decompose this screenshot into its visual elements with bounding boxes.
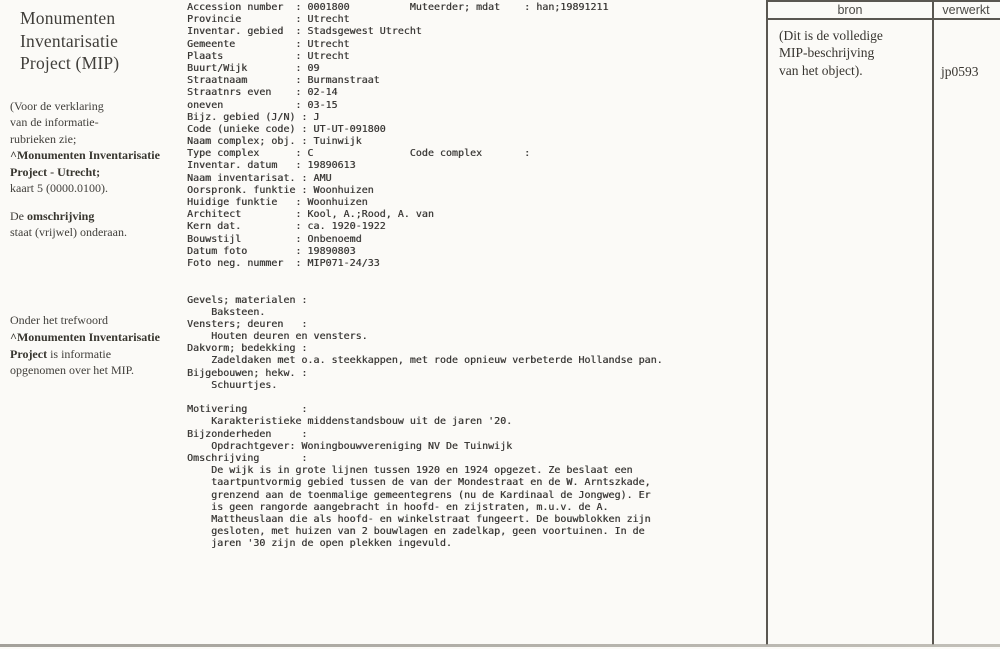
typed-record-block [187,2,663,550]
scan-bottom-edge [0,644,1000,647]
typed-line: is geen rangorde aangebracht in hoofd- en zijstraten, m.u.v. de A. [187,501,609,513]
note3-line4: opgenomen over het MIP. [10,363,134,378]
typed-line: Architect : Kool, A.;Rood, A. van [187,209,434,221]
title-line-3: Project (MIP) [20,53,120,73]
typed-line: Plaats : Utrecht [187,50,350,62]
note3-line1: Onder het trefwoord [10,313,108,327]
note3-line3b: is informatie [47,346,112,361]
title-line-1: Monumenten [20,8,116,28]
typed-line: Huidige funktie : Woonhuizen [187,197,368,208]
typed-line: Oorspronk. funktie : Woonhuizen [187,184,374,196]
typed-line: Zadeldaken met o.a. steekkappen, met rode opnieuw verbeterde Hollandse pan. [187,355,663,367]
typed-line: Accession number : 0001800 Muteerder; mdat : han;19891211 [187,2,609,13]
verwerkt-column-header: verwerkt [942,3,990,17]
typed-line [187,270,663,282]
typed-line: grenzend aan de toenmalige gemeentegrens (nu de Kardinaal de Jongweg). Er [187,489,651,501]
bron-note-line: van het object). [779,62,863,78]
sidebar-note-trefwoord [10,312,160,379]
typed-line: taartpuntvormig gebied tussen de van der Mondestraat en de W. Arntszkade, [187,477,651,489]
typed-line: Provincie : Utrecht [187,14,350,26]
typed-line: Buurt/Wijk : 09 [187,62,320,74]
typed-line: Straatnaam : Burmanstraat [187,75,380,87]
panel-header-underline-rule [766,18,1000,20]
typed-line: Gevels; materialen : [187,294,308,306]
sidebar-note-omschrijving [10,208,127,241]
note1-line6: kaart 5 (0000.0100). [10,181,108,196]
typed-line: Bijz. gebied (J/N) : J [187,111,320,123]
note3-line3a-bold: Project [10,346,48,361]
typed-line: Bouwstijl : Onbenoemd [187,233,362,245]
typed-line: Gemeente : Utrecht [187,38,350,50]
typed-line: Naam complex; obj. : Tuinwijk [187,136,362,148]
note1-line3: rubrieken zie; [10,131,77,146]
page-title [20,7,182,75]
panel-top-rule [766,0,1000,2]
sidebar-note-explanation [10,98,160,196]
typed-line: jaren '30 zijn de open plekken ingevuld. [187,538,452,550]
typed-line: Type complex : C Code complex : [187,148,531,160]
panel-column-divider-rule [932,0,934,645]
typed-line: Schuurtjes. [187,379,278,391]
bron-note-line: MIP-beschrijving [779,45,875,61]
note1-line5-bold: Project - Utrecht; [10,164,101,179]
bron-note-line: (Dit is de volledige [779,28,883,43]
typed-line: Inventar. gebied : Stadsgewest Utrecht [187,26,422,38]
bron-note [779,27,929,79]
typed-line: Baksteen. [187,306,266,318]
typed-line: Karakteristieke middenstandsbouw uit de jaren '20. [187,416,513,428]
typed-line: gesloten, met huizen van 2 bouwlagen en zadelkap, geen voortuinen. In de [187,526,645,538]
title-line-2: Inventarisatie [20,30,119,51]
typed-line: Motivering : [187,404,308,416]
note1-line4-bold: ^Monumenten Inventarisatie [10,148,160,163]
note1-line2: van de informatie- [10,115,99,130]
typed-line [187,392,663,404]
typed-line [187,282,663,294]
note3-line2-bold: ^Monumenten Inventarisatie [10,329,160,344]
note1-line1: (Voor de verklaring [10,99,104,113]
typed-line: Naam inventarisat. : AMU [187,172,332,184]
typed-line: Bijgebouwen; hekw. : [187,367,308,379]
typed-line: Code (unieke code) : UT-UT-091800 [187,123,386,135]
typed-line: Opdrachtgever: Woningbouwvereniging NV De Tuinwijk [187,440,513,452]
typed-line: Mattheuslaan die als hoofd- en winkelstraat fungeert. De bouwblokken zijn [187,513,651,525]
typed-line: Vensters; deuren : [187,318,308,330]
typed-line: Kern dat. : ca. 1920-1922 [187,221,386,233]
typed-line: oneven : 03-15 [187,99,338,111]
panel-left-vertical-rule [766,0,768,645]
sidebar [10,0,182,378]
note2-line1a: De [10,209,27,223]
note2-line2: staat (vrijwel) onderaan. [10,225,127,240]
typed-line: Datum foto : 19890803 [187,245,356,257]
typed-line: De wijk is in grote lijnen tussen 1920 en 1924 opgezet. Ze beslaat een [187,465,633,477]
note2-line1b-bold: omschrijving [27,209,95,223]
typed-line: Straatnrs even : 02-14 [187,87,338,99]
typed-line: Bijzonderheden : [187,428,308,440]
typed-line: Dakvorm; bedekking : [187,343,308,355]
typed-line: Houten deuren en vensters. [187,331,368,343]
typed-line: Foto neg. nummer : MIP071-24/33 [187,257,380,269]
verwerkt-code: jp0593 [941,64,979,79]
bron-column-header: bron [837,3,863,17]
typed-line: Inventar. datum : 19890613 [187,160,356,172]
typed-line: Omschrijving : [187,452,308,464]
